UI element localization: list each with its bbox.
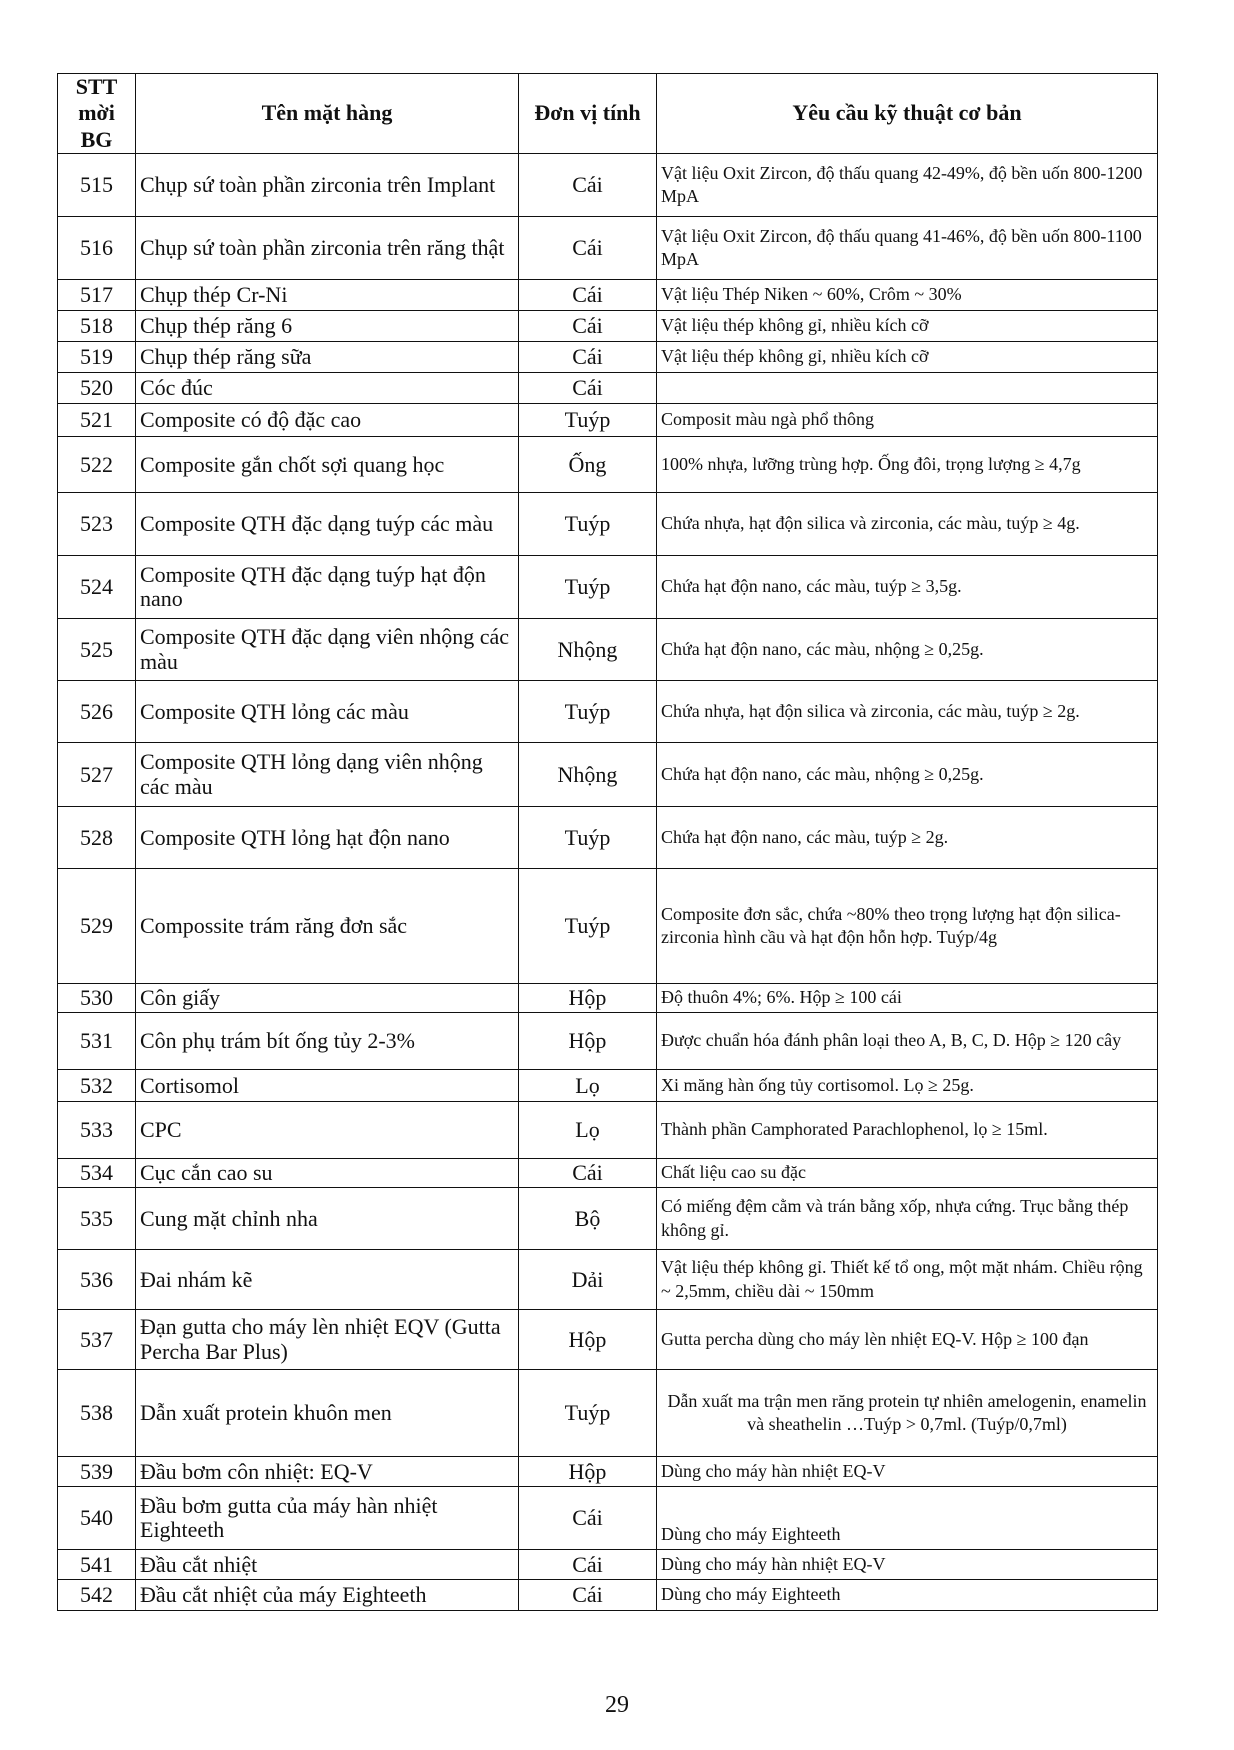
row-spec: Dùng cho máy Eighteeth — [657, 1580, 1158, 1611]
header-spec: Yêu cầu kỹ thuật cơ bản — [657, 74, 1158, 154]
table-row — [58, 1487, 1158, 1550]
row-name: Đai nhám kẽ — [136, 1250, 519, 1310]
row-spec: Vật liệu thép không gỉ, nhiều kích cỡ — [657, 342, 1158, 373]
row-stt: 536 — [58, 1250, 136, 1310]
row-name: Composite QTH lỏng hạt độn nano — [136, 807, 519, 869]
table-row — [58, 493, 1158, 556]
table-row — [58, 807, 1158, 869]
row-name: Đạn gutta cho máy lèn nhiệt EQV (Gutta Percha Bar Plus) — [136, 1310, 519, 1370]
row-name: Chụp thép răng sữa — [136, 342, 519, 373]
row-stt: 527 — [58, 743, 136, 807]
table-row — [58, 280, 1158, 311]
row-unit: Nhộng — [519, 743, 657, 807]
row-unit: Hộp — [519, 984, 657, 1013]
row-name: Cóc đúc — [136, 373, 519, 404]
row-spec: Xi măng hàn ống tủy cortisomol. Lọ ≥ 25g. — [657, 1070, 1158, 1102]
row-unit: Tuýp — [519, 1370, 657, 1457]
table-row — [58, 743, 1158, 807]
row-spec: Độ thuôn 4%; 6%. Hộp ≥ 100 cái — [657, 984, 1158, 1013]
row-spec: Chứa nhựa, hạt độn silica và zirconia, các màu, tuýp ≥ 4g. — [657, 493, 1158, 556]
row-stt: 529 — [58, 869, 136, 984]
row-spec: Composite đơn sắc, chứa ~80% theo trọng lượng hạt độn silica-zirconia hình cầu và hạt độn hỗn hợp. Tuýp/4g — [657, 869, 1158, 984]
row-spec: Vật liệu thép không gỉ, nhiều kích cỡ — [657, 311, 1158, 342]
row-unit: Cái — [519, 154, 657, 217]
table-header-row — [58, 74, 1158, 154]
row-unit: Lọ — [519, 1070, 657, 1102]
row-spec: 100% nhựa, lưỡng trùng hợp. Ống đôi, trọng lượng ≥ 4,7g — [657, 437, 1158, 493]
row-spec: Composit màu ngà phổ thông — [657, 404, 1158, 437]
row-unit: Cái — [519, 311, 657, 342]
row-stt: 521 — [58, 404, 136, 437]
row-spec: Có miếng đệm cằm và trán bằng xốp, nhựa cứng. Trục bằng thép không gỉ. — [657, 1188, 1158, 1250]
row-name: Dẫn xuất protein khuôn men — [136, 1370, 519, 1457]
row-name: Cục cắn cao su — [136, 1159, 519, 1188]
row-unit: Cái — [519, 1159, 657, 1188]
row-name: Chụp sứ toàn phần zirconia trên răng thật — [136, 217, 519, 280]
table-row — [58, 1188, 1158, 1250]
row-name: Đầu cắt nhiệt — [136, 1550, 519, 1580]
row-unit: Tuýp — [519, 404, 657, 437]
table-row — [58, 154, 1158, 217]
header-name: Tên mặt hàng — [136, 74, 519, 154]
row-name: Composite QTH đặc dạng viên nhộng các màu — [136, 619, 519, 681]
row-stt: 522 — [58, 437, 136, 493]
row-stt: 524 — [58, 556, 136, 619]
row-unit: Nhộng — [519, 619, 657, 681]
table-row — [58, 1310, 1158, 1370]
table-row — [58, 1370, 1158, 1457]
row-name: Composite QTH đặc dạng tuýp hạt độn nano — [136, 556, 519, 619]
row-spec: Thành phần Camphorated Parachlophenol, lọ ≥ 15ml. — [657, 1102, 1158, 1159]
items-table — [57, 73, 1158, 1611]
row-unit: Lọ — [519, 1102, 657, 1159]
row-stt: 516 — [58, 217, 136, 280]
table-row — [58, 1457, 1158, 1487]
table-row — [58, 869, 1158, 984]
table-row — [58, 437, 1158, 493]
row-stt: 534 — [58, 1159, 136, 1188]
row-stt: 526 — [58, 681, 136, 743]
row-spec: Chứa hạt độn nano, các màu, tuýp ≥ 3,5g. — [657, 556, 1158, 619]
row-unit: Cái — [519, 217, 657, 280]
row-spec: Vật liệu Oxit Zircon, độ thấu quang 41-46%, độ bền uốn 800-1100 MpA — [657, 217, 1158, 280]
row-unit: Tuýp — [519, 681, 657, 743]
row-stt: 518 — [58, 311, 136, 342]
row-unit: Tuýp — [519, 869, 657, 984]
row-stt: 528 — [58, 807, 136, 869]
row-stt: 537 — [58, 1310, 136, 1370]
row-spec: Dùng cho máy hàn nhiệt EQ-V — [657, 1457, 1158, 1487]
page-number: 29 — [605, 1692, 629, 1718]
row-spec: Vật liệu Oxit Zircon, độ thấu quang 42-49%, độ bền uốn 800-1200 MpA — [657, 154, 1158, 217]
row-unit: Cái — [519, 280, 657, 311]
table-row — [58, 1070, 1158, 1102]
header-unit: Đơn vị tính — [519, 74, 657, 154]
row-stt: 532 — [58, 1070, 136, 1102]
row-name: Compossite trám răng đơn sắc — [136, 869, 519, 984]
row-spec: Dùng cho máy hàn nhiệt EQ-V — [657, 1550, 1158, 1580]
row-stt: 538 — [58, 1370, 136, 1457]
row-stt: 515 — [58, 154, 136, 217]
row-name: Đầu bơm côn nhiệt: EQ-V — [136, 1457, 519, 1487]
row-name: Composite QTH lỏng các màu — [136, 681, 519, 743]
table-row — [58, 1102, 1158, 1159]
row-unit: Dải — [519, 1250, 657, 1310]
table-row — [58, 556, 1158, 619]
row-name: Composite QTH đặc dạng tuýp các màu — [136, 493, 519, 556]
row-unit: Tuýp — [519, 493, 657, 556]
table-row — [58, 1550, 1158, 1580]
table-row — [58, 619, 1158, 681]
row-stt: 523 — [58, 493, 136, 556]
row-spec: Dẫn xuất ma trận men răng protein tự nhiên amelogenin, enamelin và sheathelin …Tuýp > 0,7ml. (Tuýp/0,7ml) — [657, 1370, 1158, 1457]
row-unit: Hộp — [519, 1457, 657, 1487]
row-unit: Hộp — [519, 1310, 657, 1370]
row-unit: Cái — [519, 373, 657, 404]
table-row — [58, 1580, 1158, 1611]
row-unit: Tuýp — [519, 556, 657, 619]
row-unit: Cái — [519, 342, 657, 373]
table-row — [58, 217, 1158, 280]
row-stt: 533 — [58, 1102, 136, 1159]
row-name: Đầu bơm gutta của máy hàn nhiệt Eighteeth — [136, 1487, 519, 1550]
row-unit: Cái — [519, 1580, 657, 1611]
table-row — [58, 681, 1158, 743]
row-spec — [657, 373, 1158, 404]
row-spec: Dùng cho máy Eighteeth — [657, 1487, 1158, 1550]
table-row — [58, 311, 1158, 342]
row-spec: Được chuẩn hóa đánh phân loại theo A, B, C, D. Hộp ≥ 120 cây — [657, 1013, 1158, 1070]
row-spec: Chứa hạt độn nano, các màu, nhộng ≥ 0,25g. — [657, 619, 1158, 681]
row-spec: Chất liệu cao su đặc — [657, 1159, 1158, 1188]
row-unit: Cái — [519, 1550, 657, 1580]
row-stt: 542 — [58, 1580, 136, 1611]
row-stt: 540 — [58, 1487, 136, 1550]
table-row — [58, 1013, 1158, 1070]
row-stt: 530 — [58, 984, 136, 1013]
table-row — [58, 404, 1158, 437]
row-name: Côn giấy — [136, 984, 519, 1013]
row-unit: Hộp — [519, 1013, 657, 1070]
table-row — [58, 1159, 1158, 1188]
table-row — [58, 373, 1158, 404]
row-name: Côn phụ trám bít ống tủy 2-3% — [136, 1013, 519, 1070]
row-stt: 519 — [58, 342, 136, 373]
row-spec: Chứa hạt độn nano, các màu, nhộng ≥ 0,25g. — [657, 743, 1158, 807]
row-name: CPC — [136, 1102, 519, 1159]
row-name: Đầu cắt nhiệt của máy Eighteeth — [136, 1580, 519, 1611]
table-row — [58, 342, 1158, 373]
row-stt: 525 — [58, 619, 136, 681]
row-spec: Vật liệu Thép Niken ~ 60%, Crôm ~ 30% — [657, 280, 1158, 311]
row-name: Composite gắn chốt sợi quang học — [136, 437, 519, 493]
table-row — [58, 984, 1158, 1013]
row-spec: Vật liệu thép không gỉ. Thiết kế tổ ong, một mặt nhám. Chiều rộng ~ 2,5mm, chiều dài ~ 150mm — [657, 1250, 1158, 1310]
row-stt: 539 — [58, 1457, 136, 1487]
row-unit: Tuýp — [519, 807, 657, 869]
row-unit: Bộ — [519, 1188, 657, 1250]
row-spec: Gutta percha dùng cho máy lèn nhiệt EQ-V. Hộp ≥ 100 đạn — [657, 1310, 1158, 1370]
row-name: Cortisomol — [136, 1070, 519, 1102]
table-row — [58, 1250, 1158, 1310]
row-unit: Cái — [519, 1487, 657, 1550]
row-unit: Ống — [519, 437, 657, 493]
row-stt: 535 — [58, 1188, 136, 1250]
header-stt: STT mời BG — [58, 74, 136, 154]
row-name: Composite có độ đặc cao — [136, 404, 519, 437]
row-spec: Chứa hạt độn nano, các màu, tuýp ≥ 2g. — [657, 807, 1158, 869]
row-name: Chụp thép răng 6 — [136, 311, 519, 342]
row-stt: 520 — [58, 373, 136, 404]
row-name: Cung mặt chỉnh nha — [136, 1188, 519, 1250]
row-stt: 541 — [58, 1550, 136, 1580]
row-spec: Chứa nhựa, hạt độn silica và zirconia, các màu, tuýp ≥ 2g. — [657, 681, 1158, 743]
row-stt: 517 — [58, 280, 136, 311]
row-name: Chụp sứ toàn phần zirconia trên Implant — [136, 154, 519, 217]
row-name: Chụp thép Cr-Ni — [136, 280, 519, 311]
row-stt: 531 — [58, 1013, 136, 1070]
row-name: Composite QTH lỏng dạng viên nhộng các màu — [136, 743, 519, 807]
